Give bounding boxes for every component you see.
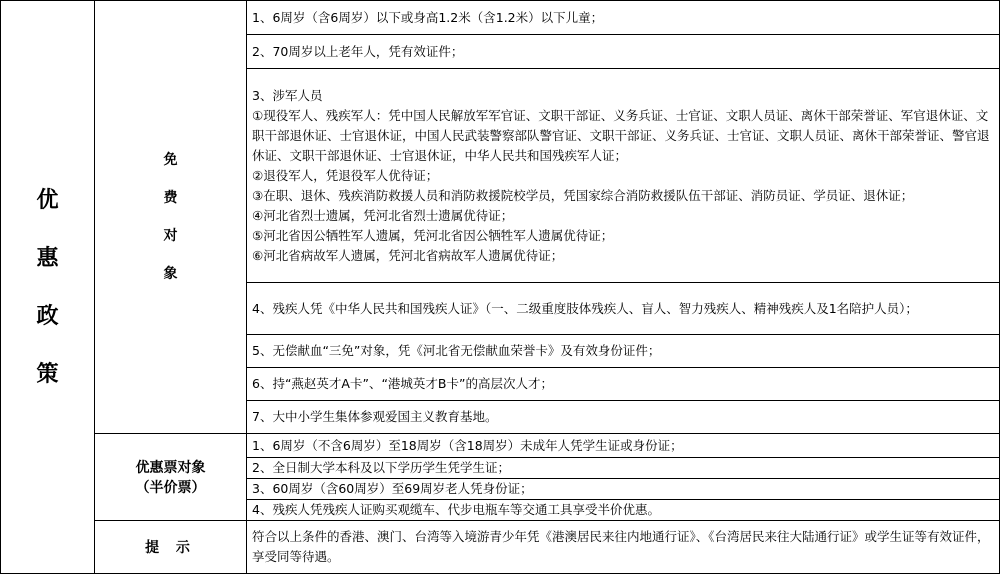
military-line: ①现役军人、残疾军人：凭中国人民解放军军官证、文职干部证、义务兵证、士官证、文职人员证、离休干部荣誉证、军官退休证、文职干部退休证、士官退休证，中国人民武装警察部队警官证、文职干部证、义务兵证、士官证、文职人员证、离休干部荣誉证、警官退休证、文职干部退休证、士官退休证，中华人民共和国残疾军人证； (252, 107, 990, 163)
military-line: ③在职、退休、残疾消防救援人员和消防救援院校学员，凭国家综合消防救援队伍干部证、消防员证、学员证、退休证； (252, 187, 914, 203)
main-label-char: 政 (36, 303, 59, 329)
main-label-char: 优 (36, 187, 59, 213)
free-label-char: 象 (163, 266, 178, 282)
hint-label: 提 示 (145, 540, 196, 556)
free-item-military (247, 69, 1000, 283)
half-item: 2、全日制大学本科及以下学历学生凭学生证； (247, 458, 1000, 479)
military-title: 3、涉军人员 (252, 87, 323, 103)
military-line: ⑥河北省病故军人遗属，凭河北省病故军人遗属优待证； (252, 247, 564, 263)
free-label-char: 免 (163, 152, 178, 168)
main-label-char: 惠 (36, 245, 59, 271)
military-line: ④河北省烈士遗属，凭河北省烈士遗属优待证； (252, 207, 514, 223)
free-category-cell (95, 1, 247, 434)
half-item: 3、60周岁（含60周岁）至69周岁老人凭身份证； (247, 479, 1000, 500)
free-item-talent: 6、持“燕赵英才A卡”、“港城英才B卡”的高层次人才； (247, 368, 1000, 401)
half-item: 1、6周岁（不含6周岁）至18周岁（含18周岁）未成年人凭学生证或身份证； (247, 434, 1000, 458)
free-item-blood-donor: 5、无偿献血“三免”对象，凭《河北省无偿献血荣誉卡》及有效身份证件； (247, 335, 1000, 368)
hint-text: 符合以上条件的香港、澳门、台湾等入境游青少年凭《港澳居民来往内地通行证》、《台湾居民来往大陆通行证》或学生证等有效证件，享受同等待遇。 (247, 521, 1000, 574)
hint-category-cell (95, 521, 247, 574)
free-item-disabled: 4、残疾人凭《中华人民共和国残疾人证》（一、二级重度肢体残疾人、盲人、智力残疾人、精神残疾人及1名陪护人员）； (247, 283, 1000, 335)
free-item-children: 1、6周岁（含6周岁）以下或身高1.2米（含1.2米）以下儿童； (247, 1, 1000, 35)
military-line: ②退役军人，凭退役军人优待证； (252, 167, 439, 183)
military-line: ⑤河北省因公牺牲军人遗属，凭河北省因公牺牲军人遗属优待证； (252, 227, 614, 243)
half-label: 优惠票对象 (135, 460, 206, 476)
main-label-char: 策 (36, 361, 59, 387)
free-label-char: 对 (163, 228, 178, 244)
free-label-char: 费 (163, 190, 178, 206)
free-item-students: 7、大中小学生集体参观爱国主义教育基地。 (247, 401, 1000, 434)
half-category-cell (95, 434, 247, 521)
main-label-cell (1, 1, 95, 574)
half-sublabel: （半价票） (135, 480, 206, 496)
free-item-elderly: 2、70周岁以上老年人，凭有效证件； (247, 35, 1000, 69)
half-item: 4、残疾人凭残疾人证购买观缆车、代步电瓶车等交通工具享受半价优惠。 (247, 500, 1000, 521)
